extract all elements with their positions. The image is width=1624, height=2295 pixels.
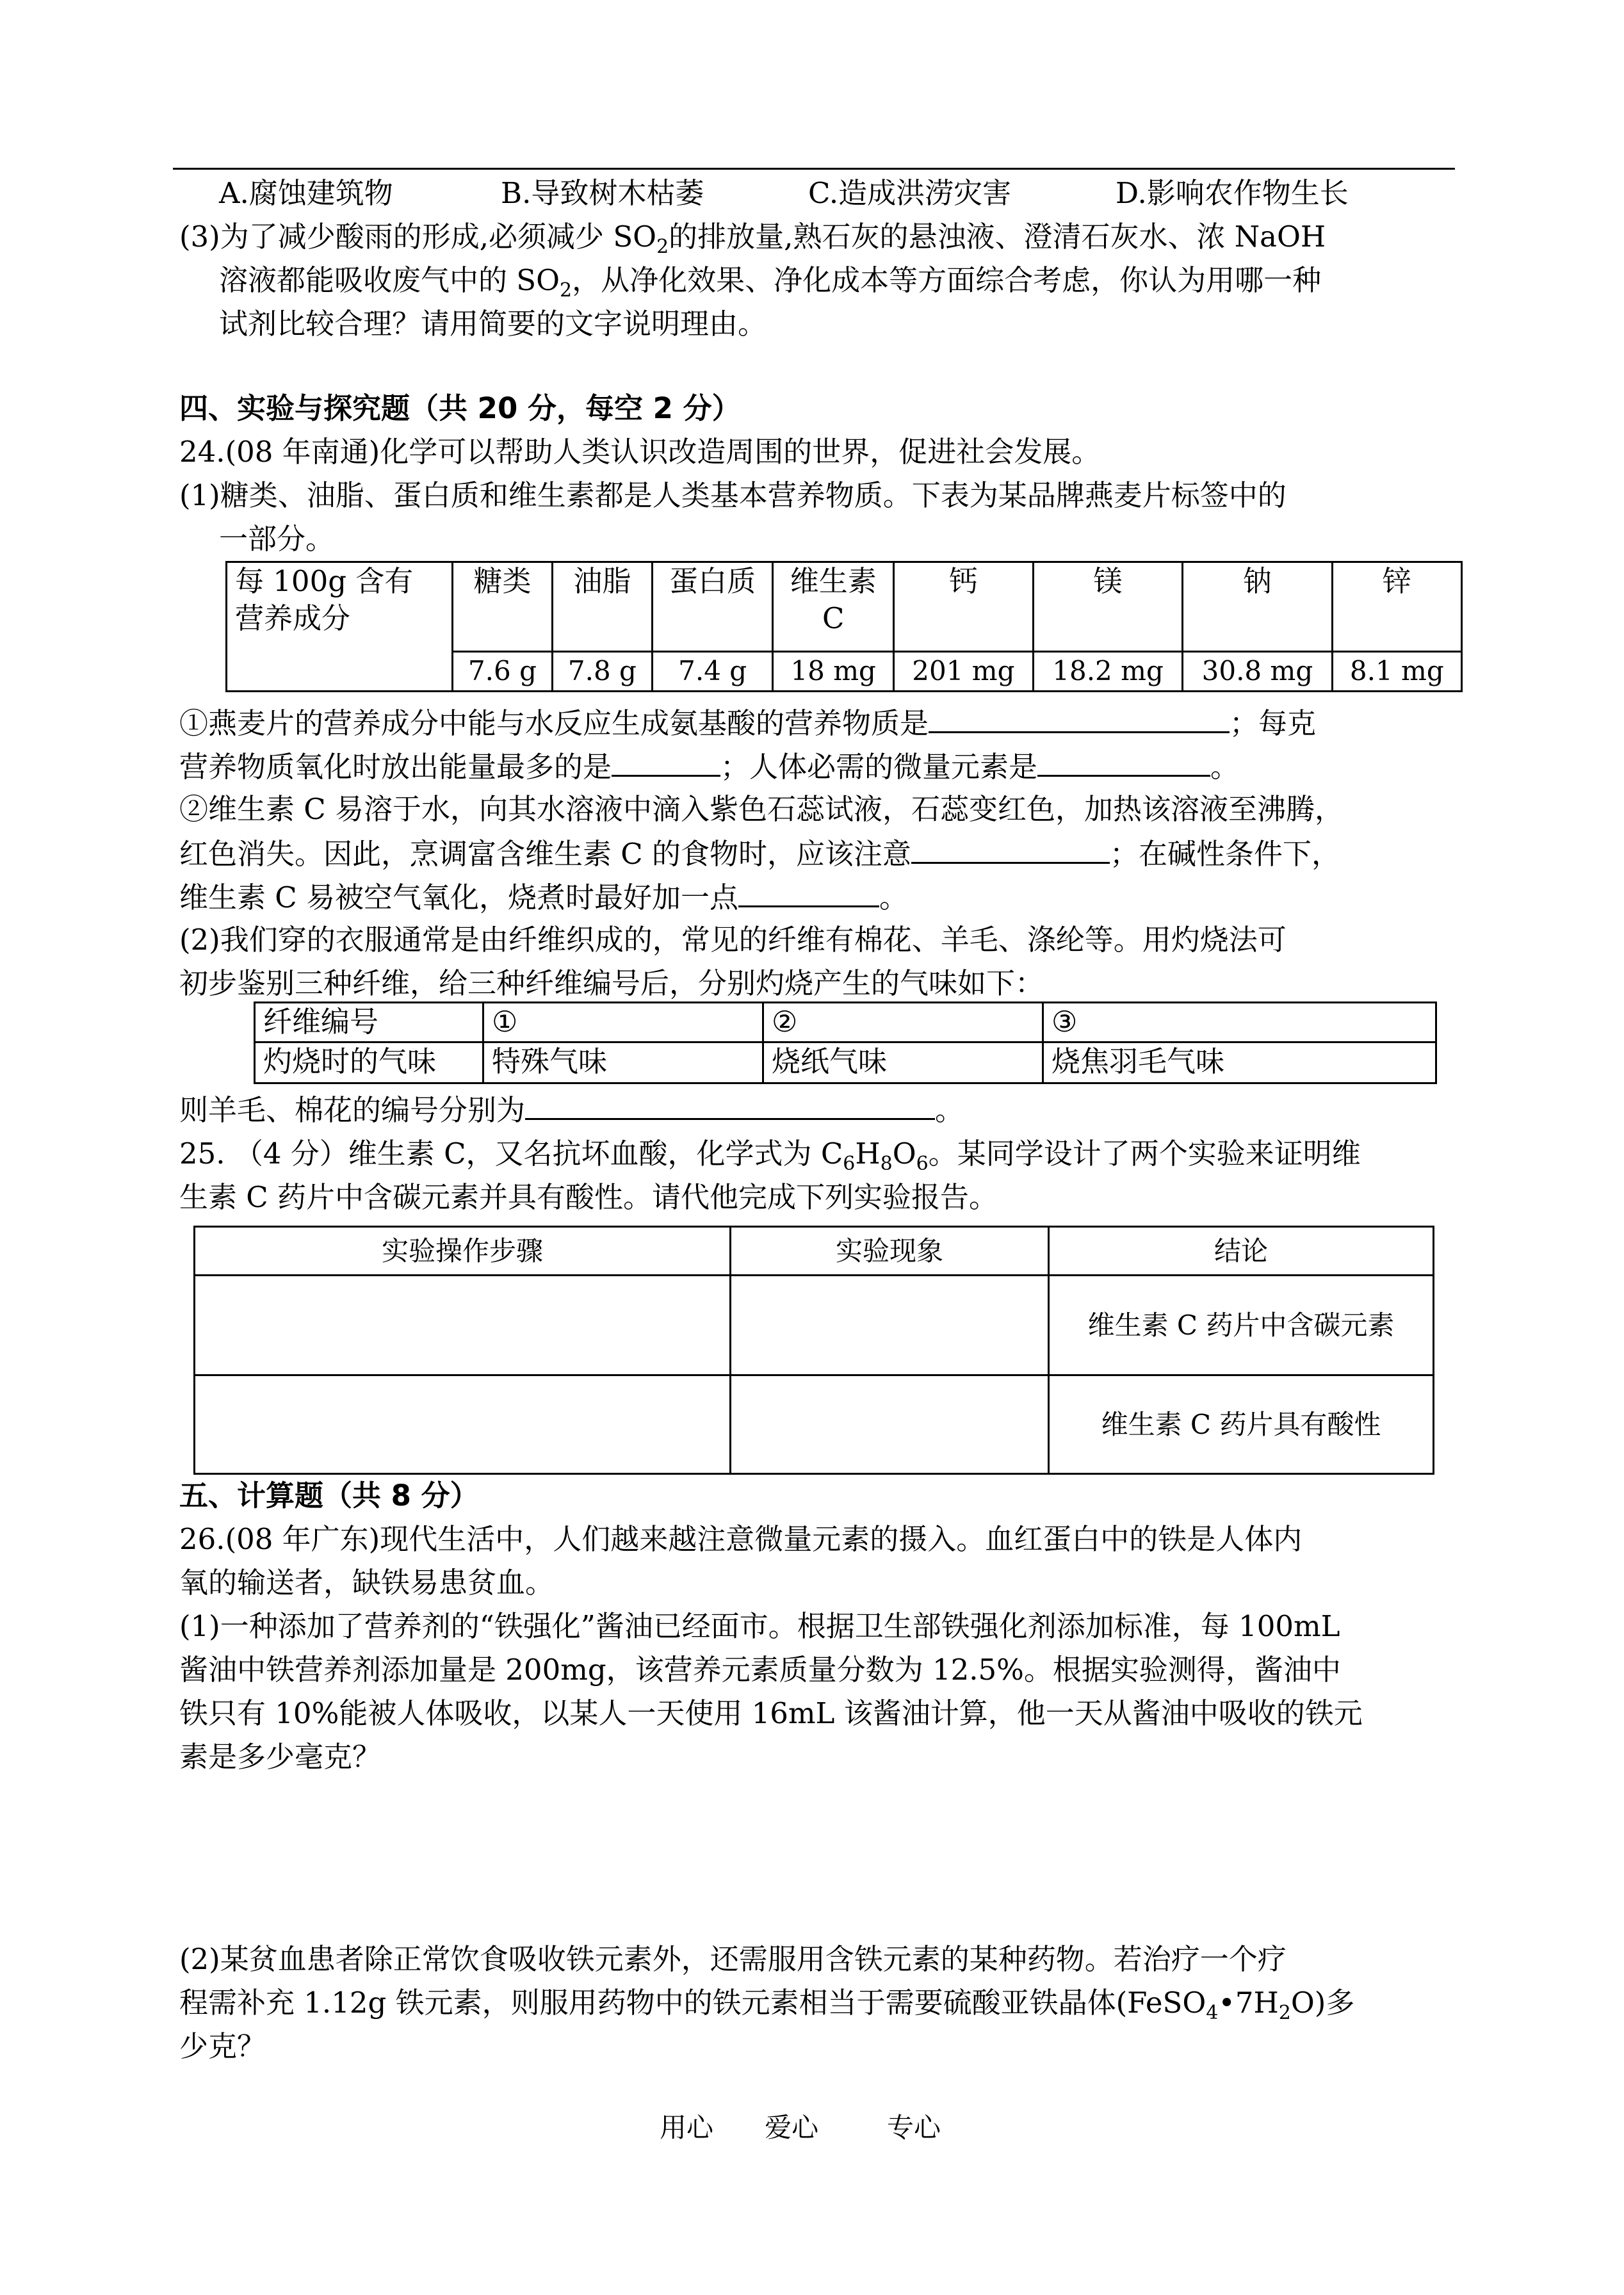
nutrient-name: 镁 (1033, 562, 1182, 652)
report-conclusion: 维生素 C 药片具有酸性 (1049, 1375, 1434, 1474)
answer-blank[interactable] (612, 747, 720, 777)
q25-line1: 25. （4 分）维生素 C，又名抗坏血酸，化学式为 $C_6H_8O_6$。某同学设计了两个实验来证明维 (179, 1137, 1361, 1175)
nutrient-name: 糖类 (453, 562, 553, 652)
q23-part3-line3: 试剂比较合理？请用简要的文字说明理由。 (219, 307, 767, 341)
q25-line2: 生素 C 药片中含碳元素并具有酸性。请代他完成下列实验报告。 (179, 1180, 998, 1214)
q26-part1-line1: (1)一种添加了营养剂的“铁强化”酱油已经面市。根据卫生部铁强化剂添加标准，每 100mL (179, 1609, 1340, 1643)
q26-part2-line3: 少克？ (179, 2029, 266, 2063)
nutrient-name: 钙 (893, 562, 1033, 652)
q23-option-b: B.导致树木枯萎 (501, 176, 704, 210)
q24-part2-answer: 则羊毛、棉花的编号分别为 。 (179, 1090, 964, 1130)
nutrient-value: 7.8 g (552, 652, 652, 692)
nutrient-name: 油脂 (552, 562, 652, 652)
report-step-cell[interactable] (195, 1276, 731, 1375)
q26-part1-line2: 酱油中铁营养剂添加量是 200mg，该营养元素质量分数为 12.5%。根据实验测得，酱油中 (179, 1653, 1341, 1687)
fiber-cell: ② (763, 1003, 1043, 1042)
fiber-table (254, 1002, 1437, 1084)
fiber-cell: ③ (1043, 1003, 1436, 1042)
answer-blank[interactable] (1037, 747, 1210, 777)
q24-sub2-line1: ②维生素 C 易溶于水，向其水溶液中滴入紫色石蕊试液，石蕊变红色，加热该溶液至沸腾， (179, 792, 1344, 826)
answer-blank[interactable] (929, 703, 1230, 733)
q26-part2-line1: (2)某贫血患者除正常饮食吸收铁元素外，还需服用含铁元素的某种药物。若治疗一个疗 (179, 1942, 1287, 1976)
section-5-title: 五、计算题（共 8 分） (179, 1479, 479, 1512)
nutrient-value: 7.6 g (453, 652, 553, 692)
nutrient-value: 18 mg (773, 652, 894, 692)
report-step-cell[interactable] (195, 1375, 731, 1474)
q24-sub2-line2: 红色消失。因此，烹调富含维生素 C 的食物时，应该注意 ；在碱性条件下， (179, 834, 1340, 873)
answer-blank[interactable] (525, 1090, 935, 1120)
report-header: 结论 (1049, 1227, 1434, 1276)
q24-sub1-line1: ①燕麦片的营养成分中能与水反应生成氨基酸的营养物质是 ；每克 (179, 703, 1316, 743)
nutrient-name: 蛋白质 (652, 562, 773, 652)
q24-stem: 24.(08 年南通)化学可以帮助人类认识改造周围的世界，促进社会发展。 (179, 435, 1101, 469)
fiber-cell: 纤维编号 (255, 1003, 483, 1042)
q23-part3-line1: (3)为了减少酸雨的形成,必须减少 $SO_2$的排放量,熟石灰的悬浊液、澄清石灰水、浓 NaOH (179, 220, 1326, 258)
nutrition-table (225, 561, 1463, 692)
nutrient-value: 30.8 mg (1183, 652, 1332, 692)
fiber-cell: 烧纸气味 (763, 1042, 1043, 1083)
q23-option-d: D.影响农作物生长 (1116, 176, 1349, 210)
experiment-report-table (193, 1226, 1434, 1475)
q24-part1-line2: 一部分。 (219, 522, 335, 556)
nutrient-value: 8.1 mg (1332, 652, 1461, 692)
fiber-cell: 烧焦羽毛气味 (1043, 1042, 1436, 1083)
q23-option-c: C.造成洪涝灾害 (808, 176, 1012, 210)
q23-part3-line2: 溶液都能吸收废气中的 $SO_2$，从净化效果、净化成本等方面综合考虑，你认为用哪一种 (219, 263, 1322, 302)
fiber-cell: 灼烧时的气味 (255, 1042, 483, 1083)
q24-part1-line1: (1)糖类、油脂、蛋白质和维生素都是人类基本营养物质。下表为某品牌燕麦片标签中的 (179, 478, 1287, 512)
q26-line2: 氧的输送者，缺铁易患贫血。 (179, 1566, 555, 1600)
q23-option-a: A.腐蚀建筑物 (219, 176, 393, 210)
q24-part2-line2: 初步鉴别三种纤维，给三种纤维编号后，分别灼烧产生的气味如下： (179, 966, 1044, 1000)
nutrient-name: 维生素 C (773, 562, 894, 652)
answer-blank[interactable] (738, 877, 879, 907)
nutrient-value: 201 mg (893, 652, 1033, 692)
report-header: 实验现象 (731, 1227, 1049, 1276)
q24-sub2-line3: 维生素 C 易被空气氧化，烧煮时最好加一点 。 (179, 877, 908, 917)
q24-part2-line1: (2)我们穿的衣服通常是由纤维织成的，常见的纤维有棉花、羊毛、涤纶等。用灼烧法可 (179, 923, 1287, 957)
q26-part1-line4: 素是多少毫克？ (179, 1740, 382, 1774)
nutrient-name: 锌 (1332, 562, 1461, 652)
report-phenomenon-cell[interactable] (731, 1375, 1049, 1474)
header-rule (173, 168, 1455, 170)
q26-line1: 26.(08 年广东)现代生活中，人们越来越注意微量元素的摄入。血红蛋白中的铁是人体内 (179, 1522, 1303, 1556)
nutrition-header-cell: 每 100g 含有 营养成分 (227, 562, 453, 692)
nutrient-value: 18.2 mg (1033, 652, 1182, 692)
report-conclusion: 维生素 C 药片中含碳元素 (1049, 1276, 1434, 1375)
page-footer: 用心 爱心 专心 (660, 2112, 941, 2143)
nutrient-name: 钠 (1183, 562, 1332, 652)
answer-blank[interactable] (911, 834, 1110, 864)
nutrient-value: 7.4 g (652, 652, 773, 692)
section-4-title: 四、实验与探究题（共 20 分，每空 2 分） (179, 391, 741, 425)
report-header: 实验操作步骤 (195, 1227, 731, 1276)
fiber-cell: ① (483, 1003, 763, 1042)
q24-sub1-line2: 营养物质氧化时放出能量最多的是 ；人体必需的微量元素是 。 (179, 747, 1239, 786)
q26-part1-line3: 铁只有 10%能被人体吸收，以某人一天使用 16mL 该酱油计算，他一天从酱油中吸收的铁元 (179, 1696, 1363, 1730)
fiber-cell: 特殊气味 (483, 1042, 763, 1083)
report-phenomenon-cell[interactable] (731, 1276, 1049, 1375)
q26-part2-line2: 程需补充 1.12g 铁元素，则服用药物中的铁元素相当于需要硫酸亚铁晶体$(FeSO_4•7H_2O)$多 (179, 1986, 1355, 2024)
